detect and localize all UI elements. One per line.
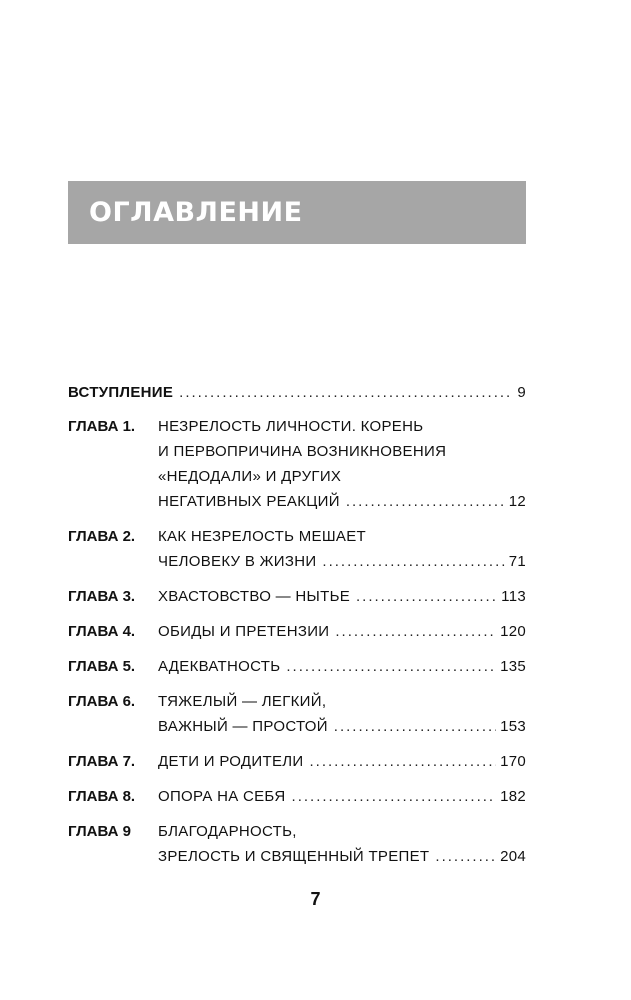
toc-page-number: 135 <box>500 658 526 675</box>
dot-leader <box>286 654 496 679</box>
toc-entry-title-line: ДЕТИ И РОДИТЕЛИ <box>158 753 304 770</box>
chapter-label: ГЛАВА 9 <box>68 823 131 840</box>
toc-entry-title-line: ЧЕЛОВЕКУ В ЖИЗНИ <box>158 553 317 570</box>
toc-page-number: 182 <box>500 788 526 805</box>
table-of-contents <box>68 380 526 879</box>
toc-page-number: 120 <box>500 623 526 640</box>
toc-page-number: 113 <box>501 588 526 605</box>
toc-entry-title-line: И ПЕРВОПРИЧИНА ВОЗНИКНОВЕНИЯ <box>158 443 447 460</box>
toc-entry-chapter-3[interactable] <box>68 584 526 609</box>
chapter-label: ГЛАВА 8. <box>68 788 136 805</box>
toc-entry-intro[interactable] <box>68 380 526 405</box>
toc-entry-title-line: НЕЗРЕЛОСТЬ ЛИЧНОСТИ. КОРЕНЬ <box>158 418 424 435</box>
toc-entry-chapter-4[interactable] <box>68 619 526 644</box>
dot-leader <box>179 380 513 405</box>
dot-leader <box>335 619 496 644</box>
toc-page-number: 204 <box>500 848 526 865</box>
toc-page-number: 12 <box>508 493 526 510</box>
toc-entry-title-line: БЛАГОДАРНОСТЬ, <box>158 823 297 840</box>
toc-entry-chapter-6[interactable] <box>68 689 526 739</box>
toc-entry-chapter-1[interactable] <box>68 414 526 514</box>
toc-page-number: 71 <box>508 553 526 570</box>
chapter-label: ГЛАВА 7. <box>68 753 136 770</box>
toc-entry-title-line: АДЕКВАТНОСТЬ <box>158 658 281 675</box>
toc-entry-title-line: НЕГАТИВНЫХ РЕАКЦИЙ <box>158 493 340 510</box>
toc-entry-chapter-8[interactable] <box>68 784 526 809</box>
toc-page-number: 153 <box>500 718 526 735</box>
toc-entry-title-line: ОБИДЫ И ПРЕТЕНЗИИ <box>158 623 330 640</box>
page-number: 7 <box>310 889 321 909</box>
dot-leader <box>435 844 496 869</box>
toc-page-number: 170 <box>500 753 526 770</box>
dot-leader <box>356 584 497 609</box>
chapter-label: ГЛАВА 3. <box>68 588 136 605</box>
dot-leader <box>292 784 497 809</box>
chapter-label: ГЛАВА 1. <box>68 418 136 435</box>
chapter-label: ГЛАВА 2. <box>68 528 136 545</box>
toc-entry-title: ВСТУПЛЕНИЕ <box>68 384 174 401</box>
toc-entry-title-line: ТЯЖЕЛЫЙ — ЛЕГКИЙ, <box>158 693 327 710</box>
toc-entry-chapter-7[interactable] <box>68 749 526 774</box>
toc-entry-title-line: ЗРЕЛОСТЬ И СВЯЩЕННЫЙ ТРЕПЕТ <box>158 848 430 865</box>
dot-leader <box>346 489 505 514</box>
toc-page-number: 9 <box>517 384 526 401</box>
contents-banner <box>68 181 526 244</box>
toc-entry-title-line: КАК НЕЗРЕЛОСТЬ МЕШАЕТ <box>158 528 366 545</box>
toc-entry-chapter-2[interactable] <box>68 524 526 574</box>
toc-entry-title-line: ВАЖНЫЙ — ПРОСТОЙ <box>158 718 328 735</box>
toc-entry-title-line: ХВАСТОВСТВО — НЫТЬЕ <box>158 588 351 605</box>
chapter-label: ГЛАВА 5. <box>68 658 136 675</box>
chapter-label: ГЛАВА 6. <box>68 693 136 710</box>
toc-entry-title-line: «НЕДОДАЛИ» И ДРУГИХ <box>158 468 342 485</box>
toc-entry-chapter-9[interactable] <box>68 819 526 869</box>
toc-entry-chapter-5[interactable] <box>68 654 526 679</box>
page-title: ОГЛАВЛЕНИЕ <box>89 197 303 228</box>
dot-leader <box>322 549 504 574</box>
toc-entry-title-line: ОПОРА НА СЕБЯ <box>158 788 286 805</box>
dot-leader <box>334 714 496 739</box>
chapter-label: ГЛАВА 4. <box>68 623 136 640</box>
dot-leader <box>309 749 496 774</box>
